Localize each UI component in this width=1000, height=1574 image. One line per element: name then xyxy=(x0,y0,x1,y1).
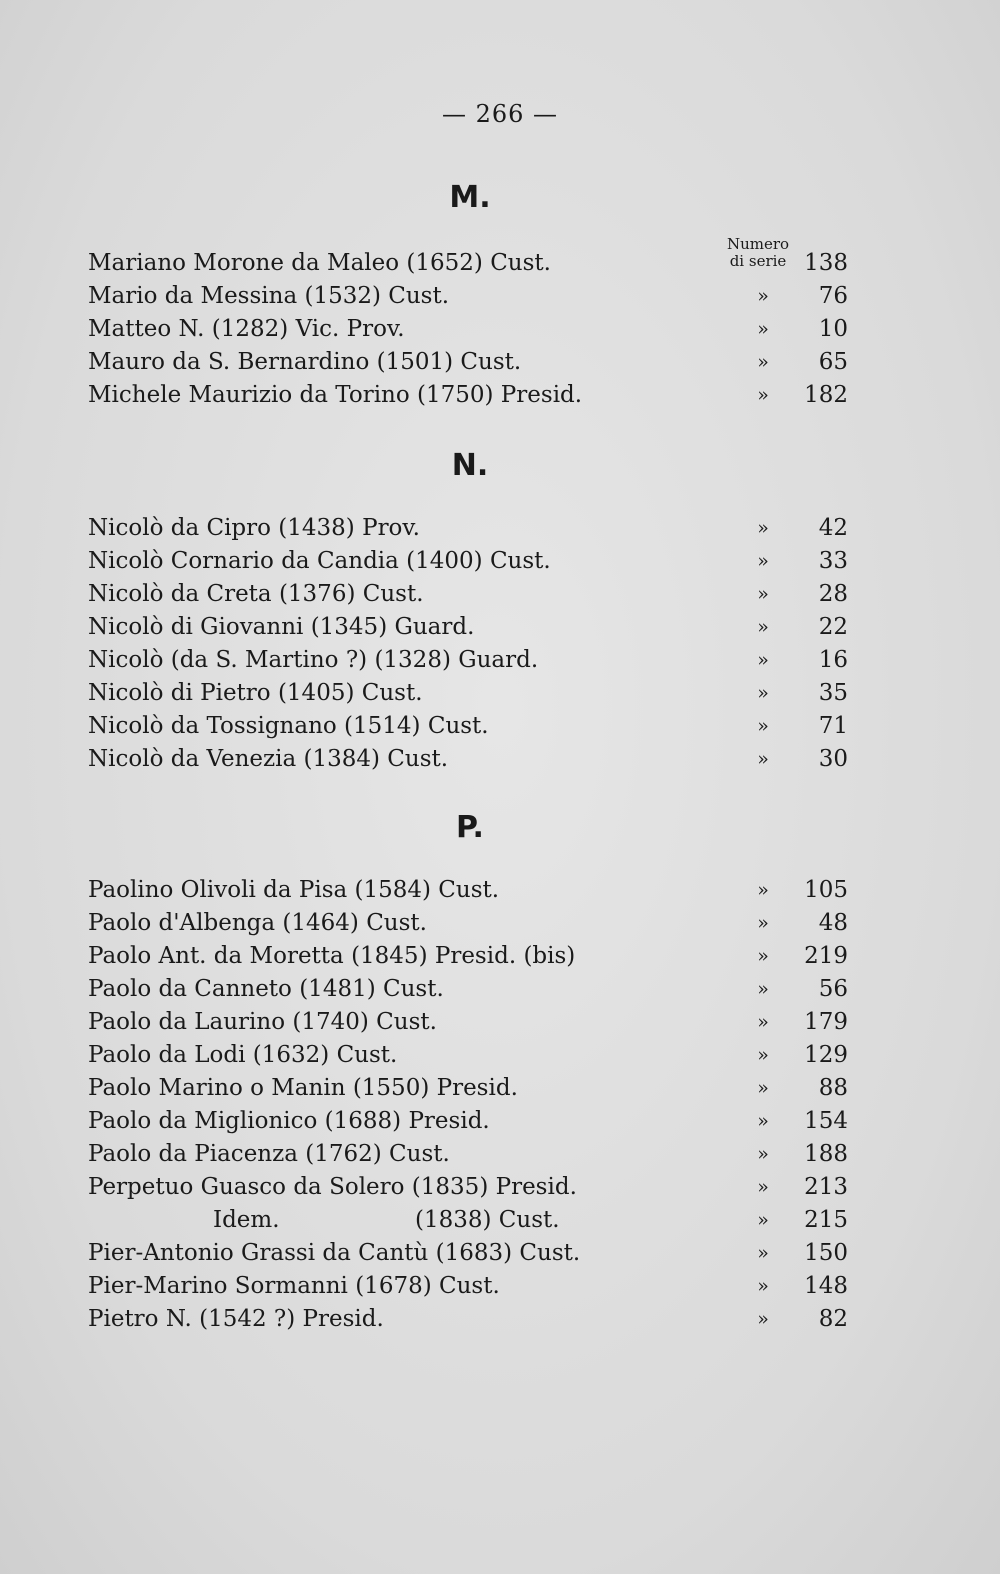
list-item xyxy=(88,1303,848,1336)
entry-number: 88 xyxy=(818,1075,848,1101)
entry-name: Nicolò da Tossignano (1514) Cust. xyxy=(88,713,489,739)
entry-name: Mauro da S. Bernardino (1501) Cust. xyxy=(88,349,522,375)
entry-number: 150 xyxy=(804,1240,848,1266)
ditto-mark: » xyxy=(757,879,769,901)
ditto-mark: » xyxy=(757,1308,769,1330)
entry-name: Nicolò (da S. Martino ?) (1328) Guard. xyxy=(88,647,539,673)
ditto-mark: » xyxy=(757,1044,769,1066)
section-heading-n: N. xyxy=(451,448,489,483)
entries-m xyxy=(88,247,848,412)
ditto-mark: » xyxy=(757,1110,769,1132)
ditto-mark: » xyxy=(757,1176,769,1198)
entry-name: Paolo da Miglionico (1688) Presid. xyxy=(88,1108,490,1134)
list-item xyxy=(88,710,848,743)
entry-name: Paolo da Lodi (1632) Cust. xyxy=(88,1042,398,1068)
ditto-mark: » xyxy=(757,1143,769,1165)
entry-number: 154 xyxy=(804,1108,848,1134)
list-item xyxy=(88,545,848,578)
entry-number: 138 xyxy=(804,250,848,276)
list-item xyxy=(88,247,848,280)
list-item xyxy=(88,907,848,940)
column-header-line1: Numero xyxy=(726,235,790,253)
list-item xyxy=(88,973,848,1006)
ditto-mark: » xyxy=(757,616,769,638)
ditto-mark: » xyxy=(757,285,769,307)
entry-name: Paolo da Piacenza (1762) Cust. xyxy=(88,1141,450,1167)
list-item xyxy=(88,1039,848,1072)
page-number: — 266 — xyxy=(441,100,559,128)
entry-name: Nicolò da Cipro (1438) Prov. xyxy=(88,515,420,541)
entry-number: 28 xyxy=(818,581,848,607)
list-item xyxy=(88,578,848,611)
list-item xyxy=(88,1171,848,1204)
entry-number: 56 xyxy=(818,976,848,1002)
list-item xyxy=(88,1072,848,1105)
entry-number: 148 xyxy=(804,1273,848,1299)
entry-number: 48 xyxy=(818,910,848,936)
list-item xyxy=(88,644,848,677)
entry-name: Nicolò Cornario da Candia (1400) Cust. xyxy=(88,548,551,574)
ditto-mark: » xyxy=(757,945,769,967)
section-heading-p: P. xyxy=(456,810,484,845)
list-item xyxy=(88,379,848,412)
list-item xyxy=(88,1105,848,1138)
entry-name: Mariano Morone da Maleo (1652) Cust. xyxy=(88,250,551,276)
list-item xyxy=(88,512,848,545)
entry-number: 219 xyxy=(804,943,848,969)
section-heading-m: M. xyxy=(449,180,491,215)
entry-number: 71 xyxy=(818,713,848,739)
ditto-mark: » xyxy=(757,583,769,605)
entry-name: Nicolò di Pietro (1405) Cust. xyxy=(88,680,423,706)
entry-number: 42 xyxy=(818,515,848,541)
ditto-mark: » xyxy=(757,978,769,1000)
ditto-mark: » xyxy=(757,1077,769,1099)
entry-name: Matteo N. (1282) Vic. Prov. xyxy=(88,316,405,342)
ditto-mark: » xyxy=(757,649,769,671)
ditto-mark: » xyxy=(757,384,769,406)
ditto-mark: » xyxy=(757,318,769,340)
entry-name: Paolo Marino o Manin (1550) Presid. xyxy=(88,1075,518,1101)
entry-number: 10 xyxy=(818,316,848,342)
ditto-mark: » xyxy=(757,351,769,373)
entry-name: Nicolò da Creta (1376) Cust. xyxy=(88,581,424,607)
entry-number: 215 xyxy=(804,1207,848,1233)
entry-number: 30 xyxy=(818,746,848,772)
list-item xyxy=(88,874,848,907)
entry-number: 35 xyxy=(818,680,848,706)
entry-number: 76 xyxy=(818,283,848,309)
ditto-mark: » xyxy=(757,1275,769,1297)
entry-number: 129 xyxy=(804,1042,848,1068)
entry-name: Paolo da Laurino (1740) Cust. xyxy=(88,1009,437,1035)
list-item xyxy=(88,1006,848,1039)
list-item xyxy=(88,677,848,710)
list-item xyxy=(88,1204,848,1237)
entries-n xyxy=(88,512,848,776)
list-item xyxy=(88,611,848,644)
entry-number: 182 xyxy=(804,382,848,408)
entry-name: Paolo da Canneto (1481) Cust. xyxy=(88,976,444,1002)
ditto-mark: » xyxy=(757,912,769,934)
ditto-mark: » xyxy=(757,748,769,770)
entry-name: Pietro N. (1542 ?) Presid. xyxy=(88,1306,384,1332)
list-item xyxy=(88,1270,848,1303)
entry-number: 179 xyxy=(804,1009,848,1035)
ditto-mark: » xyxy=(757,550,769,572)
column-header-line2: di serie xyxy=(729,252,787,270)
ditto-mark: » xyxy=(757,1209,769,1231)
entry-name: (1838) Cust. xyxy=(415,1207,560,1233)
entry-number: 82 xyxy=(818,1306,848,1332)
entry-name: Nicolò da Venezia (1384) Cust. xyxy=(88,746,449,772)
entry-name: Paolo d'Albenga (1464) Cust. xyxy=(88,910,427,936)
entry-number: 16 xyxy=(818,647,848,673)
entry-name: Mario da Messina (1532) Cust. xyxy=(88,283,450,309)
ditto-mark: » xyxy=(757,715,769,737)
entry-name: Paolo Ant. da Moretta (1845) Presid. (bis) xyxy=(88,943,576,969)
list-item xyxy=(88,1138,848,1171)
entry-number: 105 xyxy=(804,877,848,903)
list-item xyxy=(88,940,848,973)
list-item xyxy=(88,313,848,346)
list-item xyxy=(88,1237,848,1270)
entry-number: 188 xyxy=(804,1141,848,1167)
entry-name: Michele Maurizio da Torino (1750) Presid. xyxy=(88,382,583,408)
entry-number: 65 xyxy=(818,349,848,375)
list-item xyxy=(88,346,848,379)
entry-number: 213 xyxy=(804,1174,848,1200)
entry-name: Perpetuo Guasco da Solero (1835) Presid. xyxy=(88,1174,577,1200)
ditto-mark: » xyxy=(757,1242,769,1264)
ditto-mark: » xyxy=(757,682,769,704)
entry-name: Nicolò di Giovanni (1345) Guard. xyxy=(88,614,475,640)
entry-number: 33 xyxy=(818,548,848,574)
list-item xyxy=(88,743,848,776)
entry-name: Paolino Olivoli da Pisa (1584) Cust. xyxy=(88,877,500,903)
entries-p xyxy=(88,874,848,1336)
entry-idem: Idem. xyxy=(213,1207,280,1233)
ditto-mark: » xyxy=(757,1011,769,1033)
entry-name: Pier-Antonio Grassi da Cantù (1683) Cust. xyxy=(88,1240,581,1266)
ditto-mark: » xyxy=(757,517,769,539)
entry-number: 22 xyxy=(818,614,848,640)
entry-name: Pier-Marino Sormanni (1678) Cust. xyxy=(88,1273,500,1299)
list-item xyxy=(88,280,848,313)
